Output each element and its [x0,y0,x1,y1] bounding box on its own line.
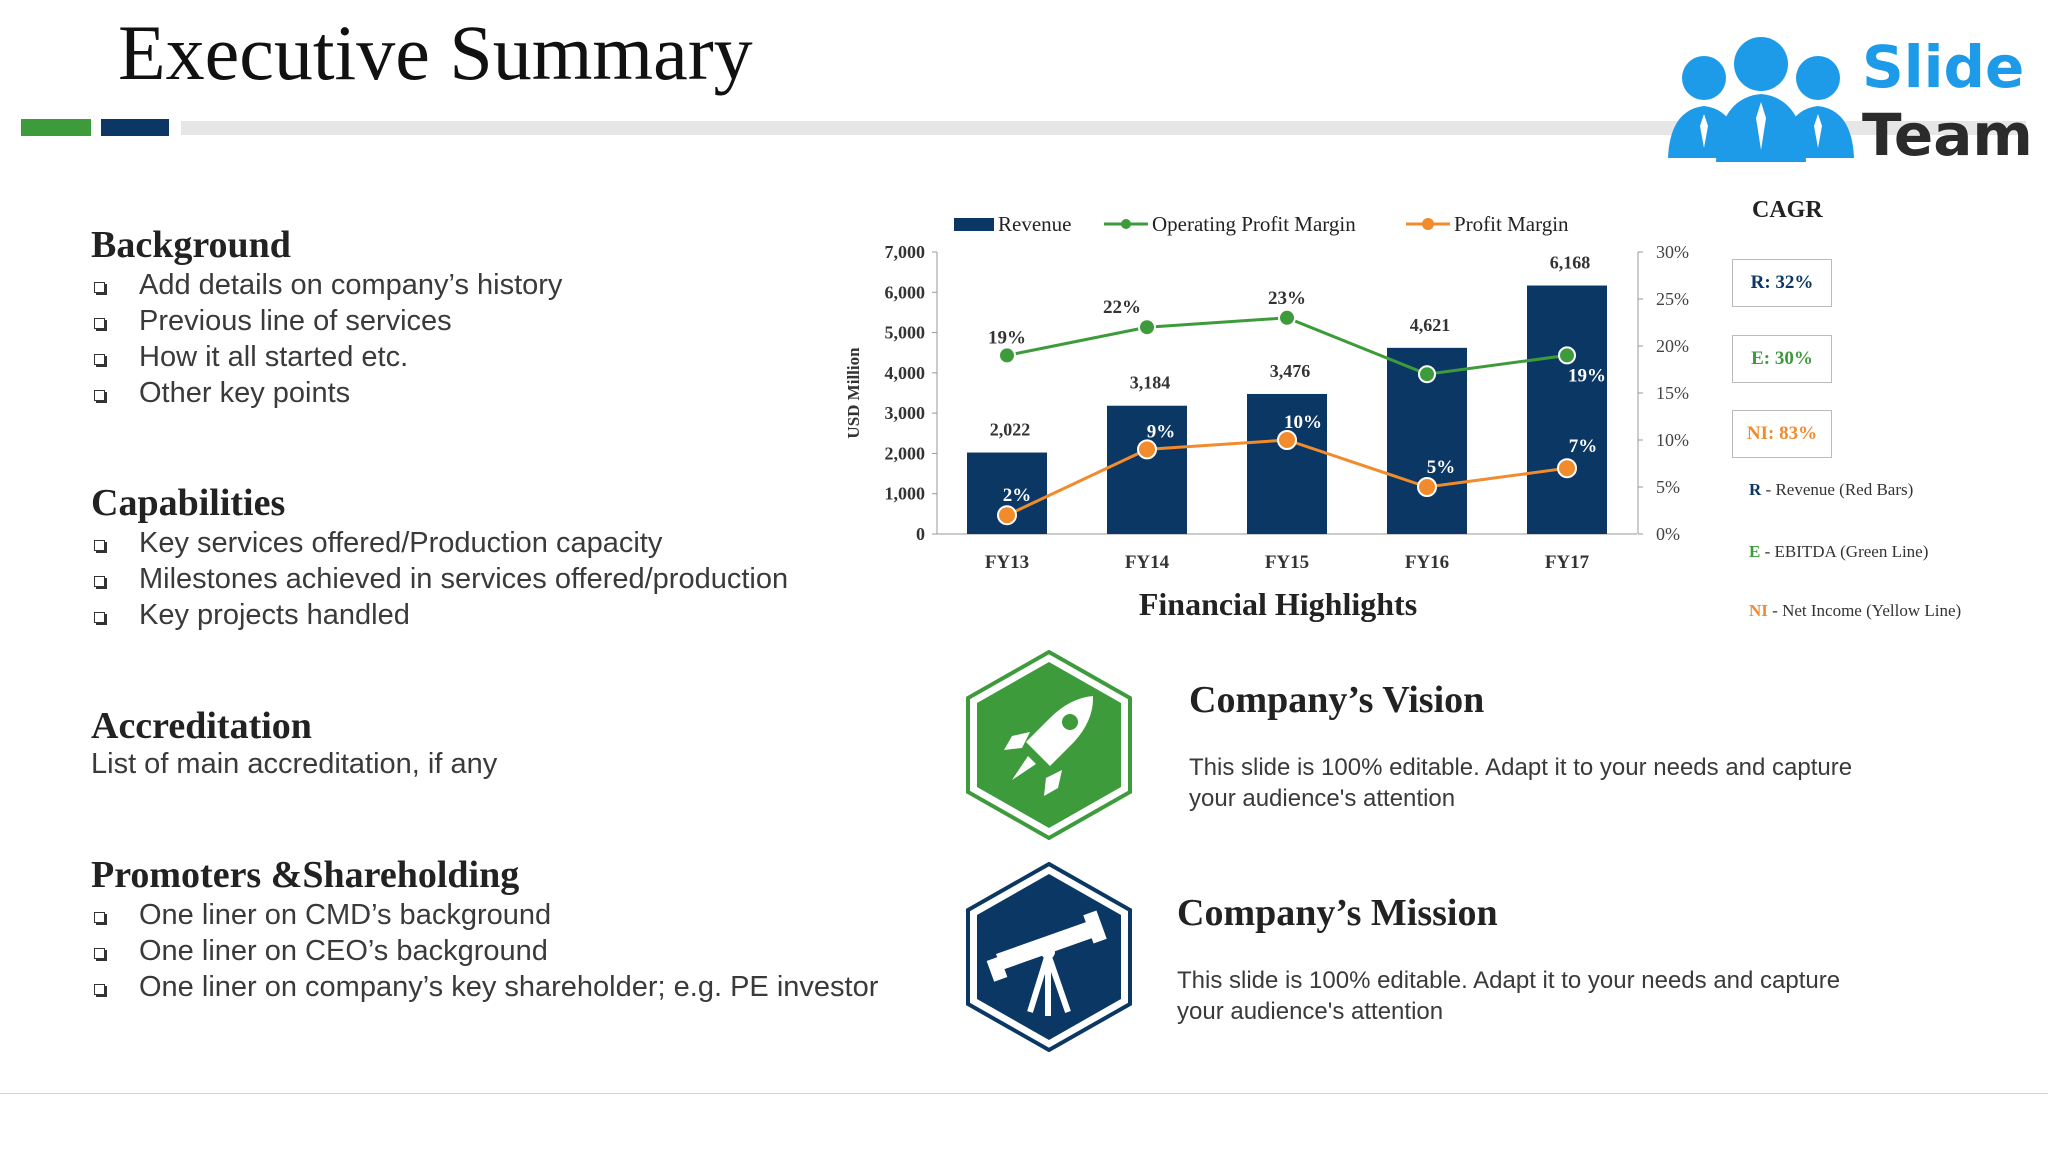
y-tick-label: 1,000 [884,483,925,504]
point-operating-margin [999,347,1015,363]
logo-text-slide: Slide [1862,33,2025,101]
cagr-note-net-income [1749,600,2009,622]
point-profit-margin [998,506,1016,524]
telescope-icon [964,862,1134,1052]
chart-title: Financial Highlights [1138,586,1418,622]
data-label-operating-margin: 19% [988,327,1026,349]
background-heading: Background [91,224,291,266]
capabilities-heading: Capabilities [91,482,286,524]
point-operating-margin [1139,319,1155,335]
y-tick-label: 4,000 [884,362,925,383]
accreditation-heading: Accreditation [91,705,312,747]
list-item: Key projects handled [91,597,788,633]
bar-revenue [1527,286,1607,534]
x-tick-label: FY16 [1404,552,1450,573]
footer-rule [0,1093,2048,1094]
capabilities-list [91,525,788,633]
list-item: Previous line of services [91,303,562,339]
y-tick-label: 3,000 [884,403,925,424]
legend-label-revenue: Revenue [998,212,1072,236]
y2-tick-label: 0% [1656,524,1680,544]
y2-tick-label: 30% [1656,242,1689,262]
vision-text: This slide is 100% editable. Adapt it to your needs and capture your audience's attention [1189,754,1853,812]
note-key: R [1749,480,1762,499]
team-people-icon [1660,26,1860,166]
list-item: One liner on CMD’s background [91,897,878,933]
legend-swatch-revenue [954,218,994,231]
accent-bar-green [21,119,91,136]
list-item: Other key points [91,375,562,411]
list-item: Add details on company’s history [91,267,562,303]
point-profit-margin [1278,431,1296,449]
list-item: One liner on CEO’s background [91,933,878,969]
bar-label: 3,184 [1129,372,1171,393]
note-text: - Revenue (Red Bars) [1761,480,1914,499]
y-tick-label: 0 [916,524,925,544]
y2-tick-label: 10% [1656,430,1689,450]
cagr-ebitda-box [1732,335,1832,383]
point-profit-margin [1418,478,1436,496]
mission-title: Company’s Mission [1177,892,1498,934]
cagr-revenue-value: R: 32% [1750,272,1814,293]
bar-label: 3,476 [1269,360,1311,381]
list-item: How it all started etc. [91,339,562,375]
data-label-operating-margin: 19% [1568,365,1606,387]
note-text: - EBITDA (Green Line) [1760,542,1929,561]
bar-label: 2,022 [989,419,1031,440]
x-tick-label: FY17 [1544,552,1590,573]
legend-label-profit-margin: Profit Margin [1454,212,1569,236]
background-list [91,267,562,411]
point-profit-margin [1558,459,1576,477]
y2-tick-label: 15% [1656,383,1689,403]
data-label-profit-margin: 9% [1146,421,1176,443]
data-label-profit-margin: 2% [1002,485,1032,507]
y-tick-label: 6,000 [884,282,925,303]
cagr-note-revenue [1749,479,1919,501]
list-item: Key services offered/Production capacity [91,525,788,561]
financial-highlights-chart [832,200,1712,640]
point-operating-margin [1419,366,1435,382]
cagr-net-income-box [1732,410,1832,458]
logo-text-team: Team [1862,101,2033,169]
list-item: One liner on company’s key shareholder; e.g. PE investor [91,969,878,1005]
slide-team-logo [1660,26,2033,169]
legend-marker-profit-margin [1422,218,1434,230]
point-profit-margin [1138,440,1156,458]
y-tick-label: 7,000 [884,242,925,262]
data-label-profit-margin: 10% [1284,412,1322,433]
list-item: Milestones achieved in services offered/production [91,561,788,597]
point-operating-margin [1559,347,1575,363]
point-operating-margin [1279,310,1295,326]
mission-text: This slide is 100% editable. Adapt it to your needs and capture your audience's attention [1177,967,1841,1025]
page-title: Executive Summary [118,9,753,96]
promoters-heading: Promoters &Shareholding [91,854,520,896]
y2-tick-label: 20% [1656,336,1689,356]
bar-label: 4,621 [1409,314,1451,335]
y-tick-label: 5,000 [884,322,925,343]
cagr-title: CAGR [1752,197,1823,223]
promoters-list [91,897,878,1005]
accreditation-text: List of main accreditation, if any [91,748,498,780]
rocket-icon [964,650,1134,840]
data-label-profit-margin: 7% [1568,436,1598,458]
x-tick-label: FY14 [1124,552,1170,573]
note-text: - Net Income (Yellow Line) [1767,601,1962,620]
data-label-operating-margin: 23% [1268,287,1306,309]
chart-svg [832,200,1712,640]
bar-label: 6,168 [1549,252,1591,273]
note-key: E [1749,542,1761,561]
cagr-revenue-box [1732,259,1832,307]
y2-tick-label: 25% [1656,289,1689,309]
y2-tick-label: 5% [1656,477,1680,497]
cagr-note-ebitda [1749,541,2009,563]
cagr-ebitda-value: E: 30% [1751,348,1813,369]
cagr-net-income-value: NI: 83% [1746,423,1818,444]
legend-marker-operating-margin [1121,219,1131,229]
y-axis-title: USD Million [844,347,863,439]
vision-title: Company’s Vision [1189,679,1485,721]
data-label-profit-margin: 5% [1426,457,1456,478]
data-label-operating-margin: 22% [1103,297,1141,319]
x-tick-label: FY15 [1264,552,1310,573]
accent-bar-navy [101,119,169,136]
x-tick-label: FY13 [984,552,1030,573]
y-tick-label: 2,000 [884,443,925,464]
note-key: NI [1749,601,1768,620]
legend-label-operating-margin: Operating Profit Margin [1152,212,1356,236]
